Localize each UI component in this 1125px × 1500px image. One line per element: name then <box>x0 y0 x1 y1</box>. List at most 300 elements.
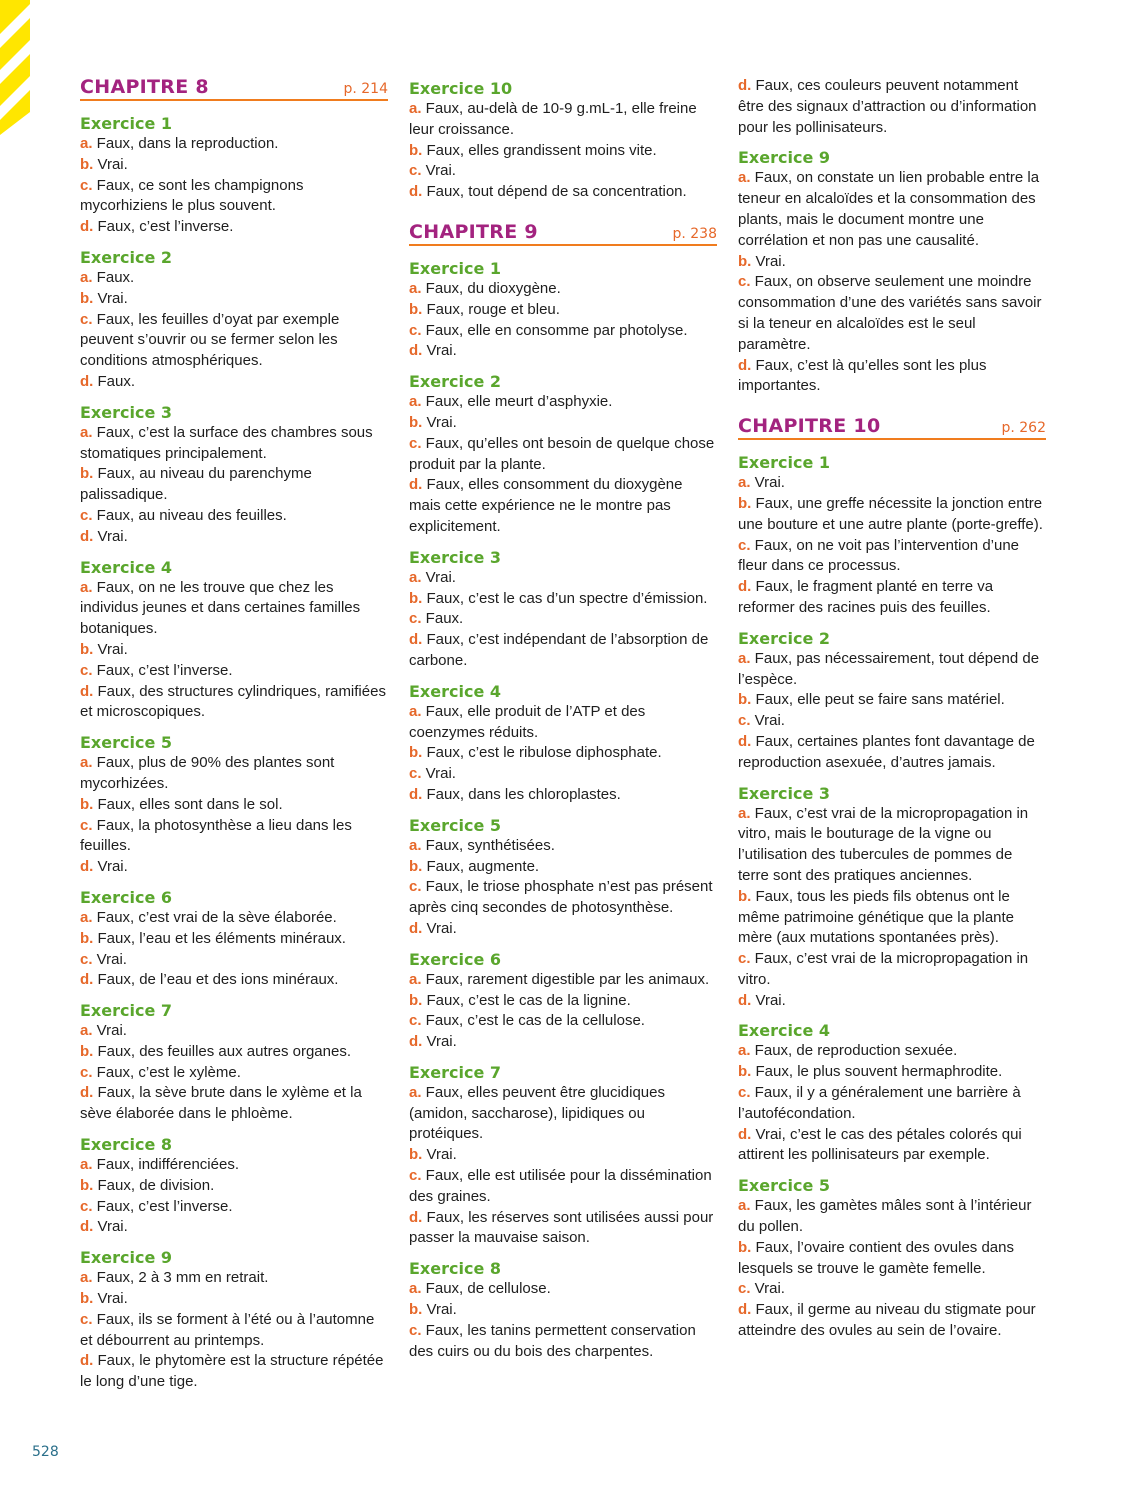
answer-text: Faux, c’est indépendant de l’absorption de carbone. <box>409 631 709 669</box>
exercise-block <box>409 78 717 203</box>
answer-letter: c. <box>80 661 93 679</box>
answer-text: Faux, ils se forment à l’été ou à l’automne et débourrent au printemps. <box>80 1310 375 1349</box>
answer-item <box>80 1021 388 1042</box>
answer-item <box>80 176 388 218</box>
answer-text: Faux, c’est vrai de la sève élaborée. <box>92 908 337 926</box>
answer-letter: c. <box>409 162 422 180</box>
exercise-title: Exercice 3 <box>409 547 501 567</box>
answer-text: Faux, elles consomment du dioxygène mais cette expérience ne le montre pas explicitement. <box>409 476 683 535</box>
answer-text: Faux, du dioxygène. <box>421 279 561 297</box>
answer-text: Faux, c’est vrai de la micropropagation in vitro, mais le bouturage de la vigne ou l’utilisation des tubercules de pommes de terre sont des pratiques anciennes. <box>738 804 1029 884</box>
answer-text: Faux, le plus souvent hermaphrodite. <box>751 1063 1003 1081</box>
answer-letter: a. <box>409 100 422 117</box>
answer-item <box>80 1217 388 1238</box>
answer-item <box>80 816 388 858</box>
answer-text: Faux, certaines plantes font davantage de reproduction asexuée, d’autres jamais. <box>738 732 1035 771</box>
exercise-title: Exercice 1 <box>738 453 830 473</box>
exercise-title: Exercice 2 <box>738 628 830 648</box>
answer-item <box>738 577 1046 619</box>
answer-item <box>738 1300 1046 1342</box>
answer-letter: a. <box>80 578 93 596</box>
answer-letter: c. <box>80 816 93 834</box>
answer-item <box>80 1176 388 1197</box>
exercise-title: Exercice 1 <box>80 114 172 133</box>
answer-letter: b. <box>80 289 94 307</box>
answer-letter: b. <box>409 1301 423 1319</box>
answer-letter: b. <box>409 1146 423 1164</box>
answer-text: Faux, dans la reproduction. <box>92 135 279 152</box>
answer-letter: d. <box>409 1033 423 1051</box>
answer-item <box>80 310 388 372</box>
answer-letter: a. <box>409 1083 422 1101</box>
answer-item <box>409 413 717 434</box>
answer-letter: c. <box>738 536 751 554</box>
answer-item <box>80 682 388 724</box>
answer-letter: a. <box>409 970 422 988</box>
answer-letter: a. <box>409 279 422 297</box>
answer-text: Faux, le fragment planté en terre va reformer des racines puis des feuilles. <box>738 578 994 616</box>
answer-item <box>409 141 717 162</box>
answer-text: Faux, de cellulose. <box>421 1280 551 1298</box>
answer-letter: b. <box>80 1176 94 1194</box>
answer-text: Faux, le triose phosphate n’est pas présent après cinq secondes de photosynthèse. <box>409 878 713 917</box>
answer-text: Faux, au-delà de 10-9 g.mL-1, elle freine leur croissance. <box>409 100 697 138</box>
answer-letter: a. <box>738 1042 751 1060</box>
answer-letter: a. <box>80 754 93 772</box>
answer-letter: d. <box>80 372 94 390</box>
answer-text: Faux, elle produit de l’ATP et des coenzymes réduits. <box>409 702 646 741</box>
answer-text: Vrai. <box>422 1146 457 1164</box>
answer-text: Faux, c’est l’inverse. <box>92 1197 233 1215</box>
answer-item <box>409 836 717 857</box>
answer-item <box>738 732 1046 774</box>
answer-letter: a. <box>738 474 751 492</box>
answer-item <box>80 661 388 682</box>
column-middle <box>409 78 717 1371</box>
answer-letter: c. <box>738 1280 751 1298</box>
answer-text: Faux, une greffe nécessite la jonction entre une bouture et une autre plante (porte-greffe). <box>738 494 1043 533</box>
exercise-block <box>80 1000 388 1125</box>
answer-text: Vrai. <box>422 413 457 431</box>
answer-letter: c. <box>80 310 93 328</box>
exercise-block <box>80 732 388 878</box>
answer-text: Faux, synthétisées. <box>421 836 555 854</box>
answer-text: Faux, l’ovaire contient des ovules dans lesquels se trouve le gamète femelle. <box>738 1238 1014 1277</box>
answer-text: Faux, on ne voit pas l’intervention d’une fleur dans ce processus. <box>738 536 1020 575</box>
answer-item <box>409 1208 717 1250</box>
answer-item <box>409 99 717 141</box>
answer-letter: d. <box>80 1084 94 1102</box>
answer-text: Faux, la sève brute dans le xylème et la sève élaborée dans le phloème. <box>80 1084 362 1123</box>
answer-text: Faux, elle peut se faire sans matériel. <box>751 691 1005 709</box>
answer-text: Faux, les tanins permettent conservation des cuirs ou du bois des charpentes. <box>409 1321 696 1360</box>
exercise-title: Exercice 8 <box>409 1259 501 1279</box>
exercise-title: Exercice 4 <box>80 557 172 577</box>
answer-text: Faux, au niveau des feuilles. <box>92 506 287 524</box>
answer-letter: b. <box>409 141 423 159</box>
answer-text: Faux, c’est l’inverse. <box>92 661 233 679</box>
exercise-title: Exercice 5 <box>409 815 501 835</box>
answer-item <box>409 1279 717 1300</box>
exercise-title: Exercice 2 <box>409 372 501 392</box>
answer-letter: a. <box>409 1280 422 1298</box>
exercise-title: Exercice 10 <box>409 79 513 98</box>
answer-letter: d. <box>738 356 752 374</box>
exercise-title: Exercice 3 <box>738 783 830 803</box>
answer-item <box>738 1062 1046 1083</box>
answer-item <box>80 155 388 176</box>
answer-item <box>80 423 388 465</box>
answer-item <box>409 630 717 672</box>
answer-item <box>80 929 388 950</box>
answer-letter: d. <box>738 732 752 750</box>
answer-letter: a. <box>80 135 93 152</box>
answer-letter: a. <box>80 908 93 926</box>
answer-item <box>80 372 388 393</box>
answer-text: Vrai. <box>93 1290 128 1308</box>
answer-text: Faux, augmente. <box>422 857 540 875</box>
answer-letter: a. <box>80 1269 93 1287</box>
exercise-block <box>738 76 1046 138</box>
exercise-block <box>80 402 388 548</box>
answer-item <box>409 1145 717 1166</box>
answer-text: Faux, ce sont les champignons mycorhiziens le plus souvent. <box>80 176 304 215</box>
answer-text: Vrai. <box>751 252 786 270</box>
answer-item <box>409 341 717 362</box>
answer-text: Faux, dans les chloroplastes. <box>422 785 621 803</box>
answer-letter: c. <box>80 1310 93 1328</box>
answer-text: Vrai. <box>93 155 128 173</box>
answer-letter: d. <box>409 476 423 494</box>
answer-text: Vrai. <box>421 765 456 783</box>
exercise-block <box>409 1062 717 1249</box>
answer-letter: d. <box>738 1125 752 1143</box>
answer-item <box>80 908 388 929</box>
answer-text: Faux. <box>92 268 135 286</box>
answer-letter: d. <box>80 527 94 545</box>
answer-item <box>409 568 717 589</box>
answer-text: Faux, la photosynthèse a lieu dans les feuilles. <box>80 816 352 855</box>
answer-item <box>738 252 1046 273</box>
answer-item <box>80 134 388 155</box>
answer-letter: d. <box>80 682 94 700</box>
answer-text: Faux, tous les pieds fils obtenus ont le même patrimoine génétique que la plante mère (aux mutations spontanées près). <box>738 887 1015 947</box>
answer-letter: b. <box>409 413 423 431</box>
exercise-block <box>80 1247 388 1393</box>
answer-item <box>409 1321 717 1363</box>
exercise-block <box>738 452 1046 619</box>
answer-letter: d. <box>738 991 752 1009</box>
answer-item <box>80 1155 388 1176</box>
answer-letter: d. <box>409 785 423 803</box>
exercise-block <box>409 1258 717 1362</box>
answer-item <box>409 392 717 413</box>
answer-item <box>80 1268 388 1289</box>
answer-item <box>80 970 388 991</box>
answer-letter: a. <box>738 1197 751 1215</box>
answer-item <box>80 1351 388 1393</box>
answer-text: Faux, indifférenciées. <box>92 1156 239 1174</box>
answer-letter: c. <box>80 950 93 968</box>
chapter-heading <box>738 415 1046 440</box>
answer-letter: d. <box>738 1301 752 1319</box>
answer-text: Vrai. <box>422 1301 457 1319</box>
answer-text: Faux, de division. <box>93 1176 215 1194</box>
answer-text: Faux, c’est le cas de la lignine. <box>422 991 631 1009</box>
answer-item <box>409 919 717 940</box>
answer-item <box>738 991 1046 1012</box>
answer-text: Faux, c’est le cas d’un spectre d’émission. <box>422 589 708 607</box>
answer-letter: d. <box>80 1352 94 1370</box>
answer-text: Faux, c’est le cas de la cellulose. <box>421 1012 645 1030</box>
answer-letter: b. <box>80 465 94 483</box>
corner-stripes-decoration <box>0 0 30 135</box>
answer-letter: d. <box>738 77 752 94</box>
answer-letter: a. <box>738 169 751 187</box>
answer-text: Faux, il germe au niveau du stigmate pour atteindre des ovules au sein de l’ovaire. <box>738 1301 1036 1340</box>
answer-item <box>738 1238 1046 1280</box>
answer-text: Faux, on ne les trouve que chez les individus jeunes et dans certaines familles botaniques. <box>80 578 361 638</box>
answer-letter: c. <box>409 1321 422 1339</box>
answer-text: Vrai. <box>750 1280 785 1298</box>
answer-item <box>409 1032 717 1053</box>
exercise-block <box>409 258 717 362</box>
answer-text: Vrai, c’est le cas des pétales colorés qui attirent les pollinisateurs par exemple. <box>738 1125 1022 1164</box>
answer-letter: d. <box>738 578 752 596</box>
answer-text: Faux, elle meurt d’asphyxie. <box>421 393 613 411</box>
answer-item <box>80 1083 388 1125</box>
answer-item <box>409 182 717 203</box>
answer-letter: b. <box>738 494 752 512</box>
answer-text: Faux, c’est l’inverse. <box>93 218 234 236</box>
exercise-title: Exercice 8 <box>80 1135 172 1155</box>
chapter-title: CHAPITRE 8 <box>80 76 209 98</box>
answer-item <box>80 289 388 310</box>
chapter-page-ref: p. 238 <box>672 225 717 242</box>
column-right <box>738 76 1046 1351</box>
exercise-block <box>738 628 1046 774</box>
answer-text: Faux, tout dépend de sa concentration. <box>422 183 687 201</box>
answer-letter: b. <box>738 252 752 270</box>
exercise-block <box>409 547 717 672</box>
exercise-title: Exercice 7 <box>409 1062 501 1082</box>
answer-item <box>409 279 717 300</box>
exercise-block <box>409 949 717 1053</box>
answer-letter: b. <box>80 1290 94 1308</box>
exercise-title: Exercice 9 <box>80 1248 172 1268</box>
answer-item <box>409 300 717 321</box>
answer-text: Faux, rarement digestible par les animaux. <box>421 970 710 988</box>
answer-item <box>738 494 1046 536</box>
answer-letter: a. <box>80 268 93 286</box>
answer-letter: c. <box>80 176 93 194</box>
answer-letter: c. <box>80 1063 93 1081</box>
exercise-block <box>409 815 717 940</box>
answer-letter: a. <box>409 702 422 720</box>
answer-text: Faux. <box>421 610 464 628</box>
answer-item <box>80 506 388 527</box>
answer-text: Faux, l’eau et les éléments minéraux. <box>93 929 346 947</box>
answer-letter: b. <box>738 887 752 905</box>
exercise-block <box>80 113 388 238</box>
answer-item <box>738 949 1046 991</box>
answer-letter: d. <box>409 342 423 360</box>
answer-letter: b. <box>409 589 423 607</box>
answer-item <box>80 464 388 506</box>
answer-item <box>80 1063 388 1084</box>
chapter-page-ref: p. 262 <box>1001 420 1046 437</box>
answer-text: Vrai. <box>422 1033 457 1051</box>
column-left <box>80 76 388 1402</box>
answer-letter: c. <box>80 1197 93 1215</box>
answer-item <box>80 640 388 661</box>
answer-letter: d. <box>80 858 94 876</box>
answer-letter: c. <box>738 950 751 968</box>
exercise-title: Exercice 5 <box>738 1176 830 1196</box>
answer-letter: c. <box>80 506 93 524</box>
answer-text: Faux, elles grandissent moins vite. <box>422 141 657 159</box>
answer-item <box>738 1083 1046 1125</box>
answer-letter: a. <box>738 804 751 822</box>
answer-item <box>80 268 388 289</box>
exercise-title: Exercice 7 <box>80 1001 172 1021</box>
answer-item <box>409 1166 717 1208</box>
answer-text: Vrai. <box>422 919 457 937</box>
answer-item <box>80 217 388 238</box>
exercise-block <box>409 371 717 538</box>
answer-text: Vrai. <box>751 991 786 1009</box>
answer-text: Faux, des structures cylindriques, ramifiées et microscopiques. <box>80 682 386 721</box>
answer-text: Vrai. <box>93 527 128 545</box>
exercise-title: Exercice 3 <box>80 402 172 422</box>
answer-item <box>80 795 388 816</box>
answer-letter: a. <box>80 1022 93 1040</box>
answer-text: Faux, qu’elles ont besoin de quelque chose produit par la plante. <box>409 434 715 473</box>
answer-text: Faux, on observe seulement une moindre consommation d’une des variétés sans savoir si la teneur en alcaloïdes est le seul paramètre. <box>738 273 1042 353</box>
answer-text: Vrai. <box>93 289 128 307</box>
answer-letter: b. <box>80 155 94 173</box>
answer-letter: b. <box>80 795 94 813</box>
answer-text: Vrai. <box>92 1022 127 1040</box>
answer-item <box>738 1125 1046 1167</box>
exercise-block <box>738 1175 1046 1342</box>
answer-letter: c. <box>409 434 422 452</box>
chapter-heading <box>80 76 388 101</box>
answer-letter: c. <box>738 1084 751 1102</box>
answer-letter: a. <box>409 393 422 411</box>
answer-letter: c. <box>738 712 751 730</box>
answer-text: Faux, les gamètes mâles sont à l’intérieur du pollen. <box>738 1197 1032 1236</box>
answer-item <box>80 578 388 640</box>
answer-letter: c. <box>409 1167 422 1185</box>
answer-letter: c. <box>409 1012 422 1030</box>
answer-item <box>409 321 717 342</box>
page-number: 528 <box>32 1444 59 1460</box>
answer-item <box>409 1300 717 1321</box>
answer-item <box>738 690 1046 711</box>
answer-text: Faux, de l’eau et des ions minéraux. <box>93 971 339 989</box>
answer-text: Faux, c’est vrai de la micropropagation in vitro. <box>738 950 1029 988</box>
answer-text: Faux, c’est la surface des chambres sous stomatiques principalement. <box>80 423 373 462</box>
answer-letter: d. <box>409 1208 423 1226</box>
answer-text: Vrai. <box>750 712 785 730</box>
answer-text: Faux, 2 à 3 mm en retrait. <box>92 1269 269 1287</box>
answer-text: Faux. <box>93 372 136 390</box>
answer-item <box>409 161 717 182</box>
answer-text: Faux, pas nécessairement, tout dépend de l’espèce. <box>738 649 1040 688</box>
answer-item <box>80 950 388 971</box>
answer-text: Faux, elles peuvent être glucidiques (amidon, saccharose), lipidiques ou protéiques. <box>409 1083 665 1143</box>
answer-text: Vrai. <box>421 162 456 180</box>
exercise-title: Exercice 4 <box>738 1021 830 1041</box>
answer-item <box>409 743 717 764</box>
answer-letter: b. <box>409 744 423 762</box>
answer-text: Faux, plus de 90% des plantes sont mycorhizées. <box>80 754 335 792</box>
answer-text: Faux, elle en consomme par photolyse. <box>421 321 688 339</box>
answer-text: Faux, le phytomère est la structure répétée le long d’une tige. <box>80 1352 384 1391</box>
answer-letter: c. <box>409 878 422 896</box>
answer-text: Faux, des feuilles aux autres organes. <box>93 1042 351 1060</box>
answer-text: Faux, elles sont dans le sol. <box>93 795 283 813</box>
answer-item <box>409 702 717 744</box>
answer-text: Faux, c’est le xylème. <box>92 1063 241 1081</box>
answer-text: Vrai. <box>422 342 457 360</box>
answer-item <box>409 475 717 537</box>
answer-letter: d. <box>409 183 423 201</box>
answer-item <box>80 753 388 795</box>
answer-letter: a. <box>738 649 751 667</box>
answer-item <box>738 887 1046 949</box>
chapter-title: CHAPITRE 10 <box>738 415 881 438</box>
answer-item <box>738 1279 1046 1300</box>
answer-text: Faux, de reproduction sexuée. <box>750 1042 958 1060</box>
chapter-page-ref: p. 214 <box>343 81 388 97</box>
answer-letter: b. <box>409 857 423 875</box>
answer-letter: a. <box>80 423 93 441</box>
answer-letter: d. <box>80 218 94 236</box>
answer-item <box>738 76 1046 138</box>
answer-letter: c. <box>409 765 422 783</box>
chapter-heading <box>409 221 717 246</box>
answer-item <box>409 785 717 806</box>
answer-item <box>738 1041 1046 1062</box>
answer-text: Vrai. <box>93 640 128 658</box>
answer-item <box>80 1197 388 1218</box>
exercise-block <box>80 887 388 991</box>
answer-item <box>738 473 1046 494</box>
answer-item <box>80 1042 388 1063</box>
answer-item <box>409 857 717 878</box>
answer-item <box>409 1083 717 1145</box>
answer-text: Vrai. <box>93 858 128 876</box>
answer-item <box>409 1011 717 1032</box>
answer-text: Faux, il y a généralement une barrière à l’autofécondation. <box>738 1084 1021 1122</box>
exercise-block <box>80 247 388 393</box>
answer-letter: d. <box>80 971 94 989</box>
exercise-block <box>80 557 388 724</box>
answer-letter: b. <box>738 1238 752 1256</box>
answer-text: Vrai. <box>421 568 456 586</box>
exercise-title: Exercice 6 <box>80 887 172 907</box>
answer-item <box>409 589 717 610</box>
answer-letter: b. <box>409 300 423 318</box>
answer-text: Faux, on constate un lien probable entre la teneur en alcaloïdes et la consommation des plants, mais le document montre une corrélation et non pas une causalité. <box>738 169 1040 249</box>
answer-item <box>409 609 717 630</box>
answer-item <box>409 434 717 476</box>
answer-item <box>738 649 1046 691</box>
answer-item <box>80 527 388 548</box>
chapter-title: CHAPITRE 9 <box>409 220 538 243</box>
